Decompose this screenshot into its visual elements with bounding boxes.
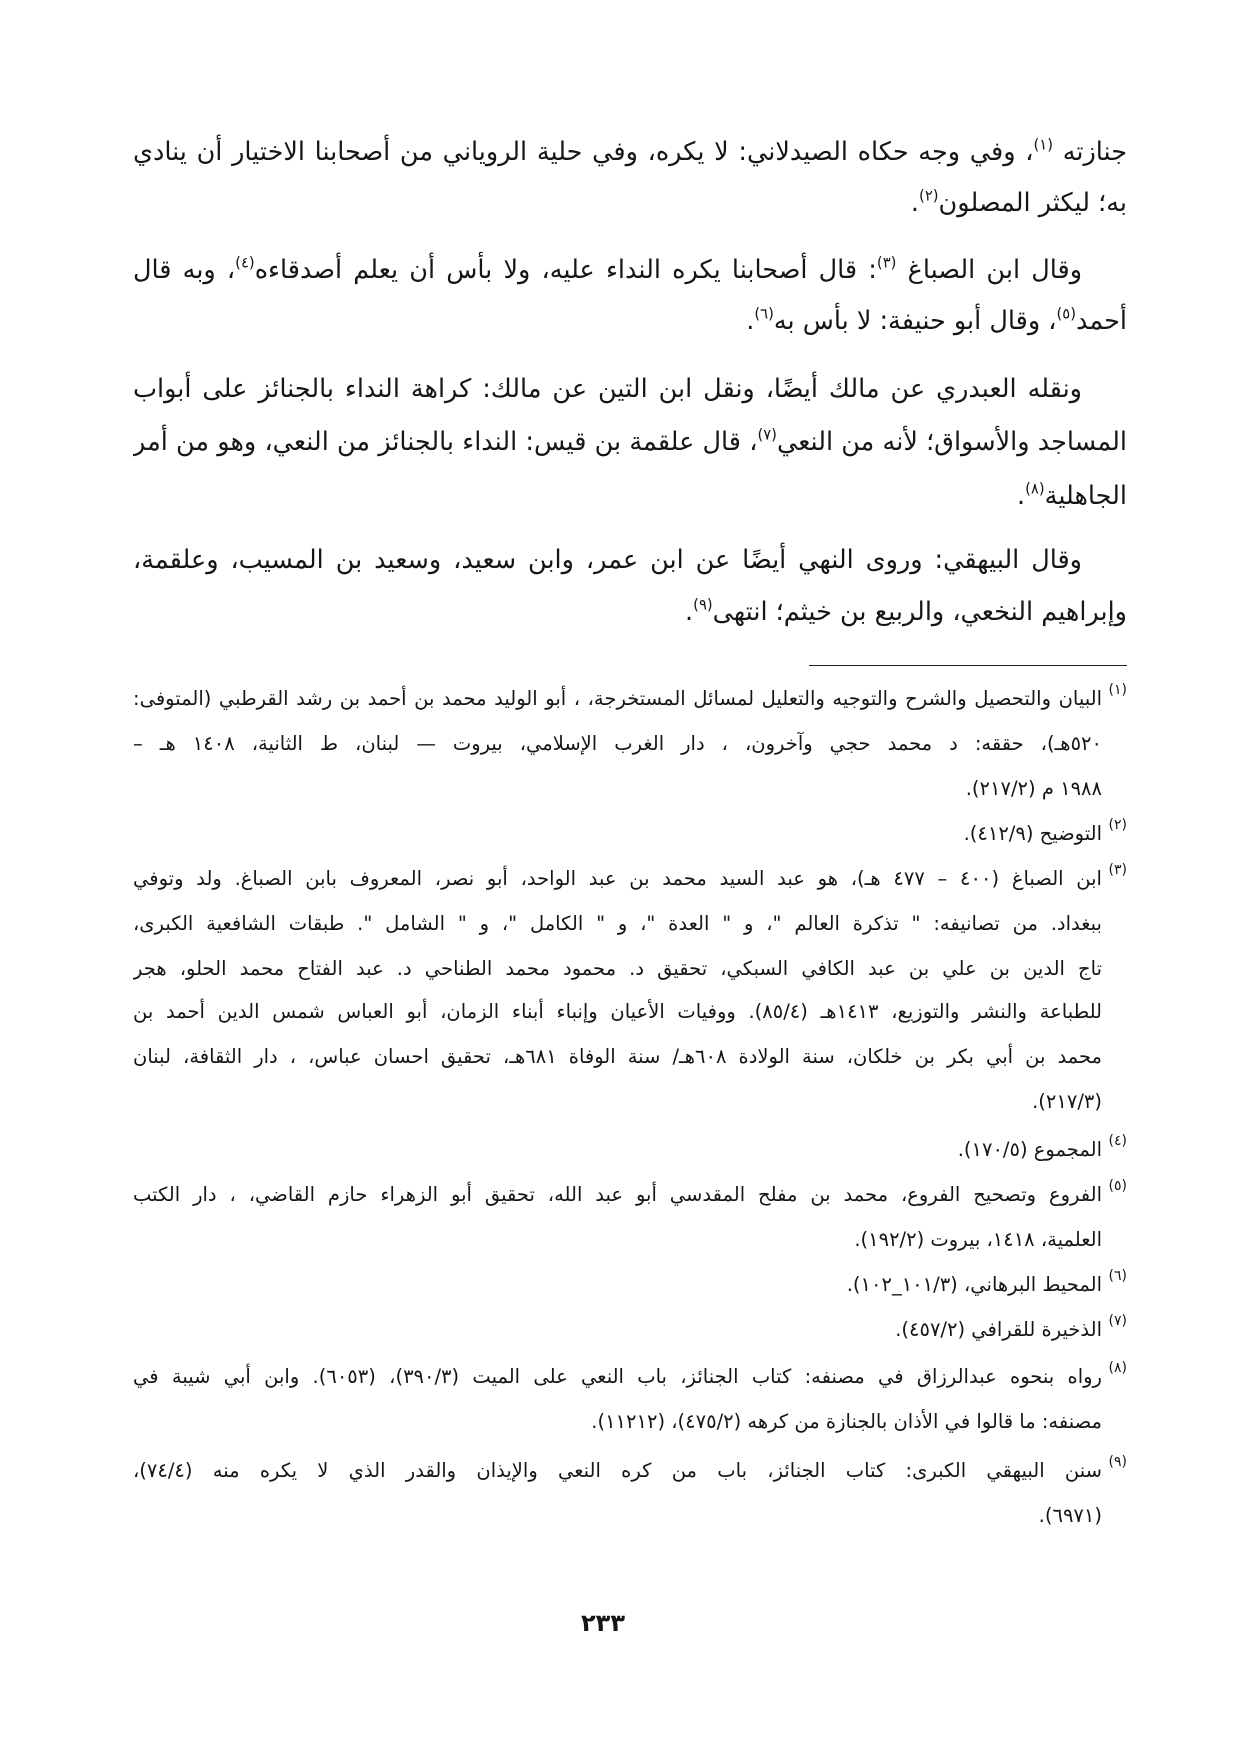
footnote-ref: (٢) (919, 187, 939, 205)
footnote-ref: (٤) (235, 254, 255, 272)
footnote-line: تاج الدين بن علي بن عبد الكافي السبكي، تحقيق د. محمود محمد الطناحي د. عبد الفتاح محمد الحلو، هجر (133, 957, 1102, 980)
text-run: . (1017, 481, 1026, 511)
text-run: . (746, 306, 755, 336)
footnote-line: المجموع (١٧٠/٥). (957, 1138, 1102, 1161)
footnote-marker: (٩) (1108, 1454, 1127, 1470)
body-text-line (133, 587, 1127, 637)
footnote-line: (٦٩٧١). (1038, 1504, 1102, 1527)
footnote-line: الفروع وتصحيح الفروع، محمد بن مفلح المقدسي أبو عبد الله، تحقيق أبو الزهراء حازم القاضي، ، دار الكتب (133, 1183, 1102, 1206)
footnote-ref: (٥) (1056, 305, 1077, 323)
footnote-line: للطباعة والنشر والتوزيع، ١٤١٣هـ (٨٥/٤). ووفيات الأعيان وإنباء أبناء الزمان، أبو العباس شمس الدين أحمد بن (133, 1000, 1102, 1023)
body-text-line (133, 535, 1127, 585)
text-run: ، وبه قال (133, 255, 236, 285)
footnote-ref: (٨) (1025, 480, 1045, 498)
footnote-line: سنن البيهقي الكبرى: كتاب الجنائز، باب من كره النعي والإيذان والقدر الذي لا يكره منه (٧٤/٤)، (133, 1459, 1102, 1482)
text-run: ، قال علقمة بن قيس: النداء بالجنائز من النعي، وهو من أمر (133, 427, 758, 457)
footnote-ref: (١) (1033, 136, 1053, 154)
footnote-line: رواه بنحوه عبدالرزاق في مصنفه: كتاب الجنائز، باب النعي على الميت (٣٩٠/٣)، (٦٠٥٣). وابن أبي شيبة في (133, 1365, 1102, 1388)
text-run: ، وقال أبو حنيفة: لا بأس به (773, 306, 1057, 336)
footnote-line: ابن الصباغ (٤٠٠ – ٤٧٧ هـ)، هو عبد السيد محمد بن عبد الواحد، أبو نصر، المعروف بابن الصباغ. ولد وتوفي (133, 867, 1102, 890)
footnote-marker: (٧) (1108, 1313, 1127, 1329)
footnote-marker: (٣) (1108, 862, 1127, 878)
text-run: وقال البيهقي: وروى النهي أيضًا عن ابن عمر، وابن سعيد، وسعيد بن المسيب، وعلقمة، (133, 545, 1082, 575)
text-run: به؛ ليكثر المصلون (938, 188, 1127, 218)
text-run: : قال أصحابنا يكره النداء عليه، ولا بأس أن يعلم أصدقاءه (254, 255, 877, 285)
footnote-line: محمد بن أبي بكر بن خلكان، سنة الولادة ٦٠٨هـ/ سنة الوفاة ٦٨١هـ، تحقيق احسان عباس، ، دار الثقافة، لبنان (133, 1045, 1102, 1068)
footnote-marker: (١) (1108, 682, 1127, 698)
text-run: وإبراهيم النخعي، والربيع بن خيثم؛ انتهى (712, 597, 1127, 627)
footnote-ref: (٦) (754, 305, 774, 323)
footnote-line: ١٩٨٨ م (٢١٧/٢). (965, 777, 1102, 800)
footnote-ref: (٧) (757, 426, 777, 444)
footnote-line: البيان والتحصيل والشرح والتوجيه والتعليل لمسائل المستخرجة، ، أبو الوليد محمد بن أحمد بن رشد القرطبي (المتوفى: (133, 687, 1102, 710)
body-text-line (133, 178, 1127, 228)
text-run: . (685, 597, 694, 627)
text-run: أحمد (1076, 306, 1127, 336)
body-text-line (133, 127, 1127, 177)
body-text-line (133, 245, 1127, 295)
text-run: . (910, 188, 920, 218)
body-text-line (133, 296, 1127, 346)
page-number: ٢٣٣ (581, 1609, 625, 1637)
text-run: وقال ابن الصباغ (896, 255, 1083, 285)
footnote-marker: (٤) (1108, 1133, 1127, 1149)
footnote-marker: (٢) (1108, 817, 1127, 833)
footnote-line: ٥٢٠هـ)، حققه: د محمد حجي وآخرون، ، دار الغرب الإسلامي، بيروت — لبنان، ط الثانية، ١٤٠٨ هـ – (133, 732, 1102, 755)
footnote-line: العلمية، ١٤١٨، بيروت (١٩٢/٢). (854, 1228, 1102, 1251)
text-run: المساجد والأسواق؛ لأنه من النعي (776, 427, 1127, 457)
footnote-line: ببغداد. من تصانيفه: " تذكرة العالم "، و " العدة "، و " الكامل "، و " الشامل ". طبقات الشافعية الكبرى، (133, 912, 1102, 935)
footnote-separator (809, 665, 1127, 666)
footnote-line: مصنفه: ما قالوا في الأذان بالجنازة من كرهه (٤٧٥/٢)، (١١٢١٢). (591, 1410, 1102, 1433)
body-text-line (133, 471, 1127, 521)
text-run: الجاهلية (1044, 481, 1127, 511)
footnote-marker: (٥) (1108, 1178, 1127, 1194)
footnote-line: المحيط البرهاني، (١٠١/٣_١٠٢). (846, 1273, 1102, 1296)
body-text-line (133, 417, 1127, 467)
footnote-marker: (٨) (1108, 1360, 1127, 1376)
text-run: ونقله العبدري عن مالك أيضًا، ونقل ابن التين عن مالك: كراهة النداء بالجنائز على أبواب (133, 374, 1082, 404)
body-text-line (133, 364, 1127, 414)
footnote-line: الذخيرة للقرافي (٤٥٧/٢). (895, 1318, 1102, 1341)
footnote-ref: (٣) (876, 254, 897, 272)
footnote-line: التوضيح (٤١٢/٩). (963, 822, 1102, 845)
footnote-line: (٢١٧/٣). (1032, 1090, 1102, 1113)
text-run: جنازته (1052, 137, 1127, 167)
text-run: ، وفي وجه حكاه الصيدلاني: لا يكره، وفي حلية الروياني من أصحابنا الاختيار أن ينادي (133, 137, 1034, 167)
footnote-ref: (٩) (693, 596, 713, 614)
footnote-marker: (٦) (1108, 1268, 1127, 1284)
